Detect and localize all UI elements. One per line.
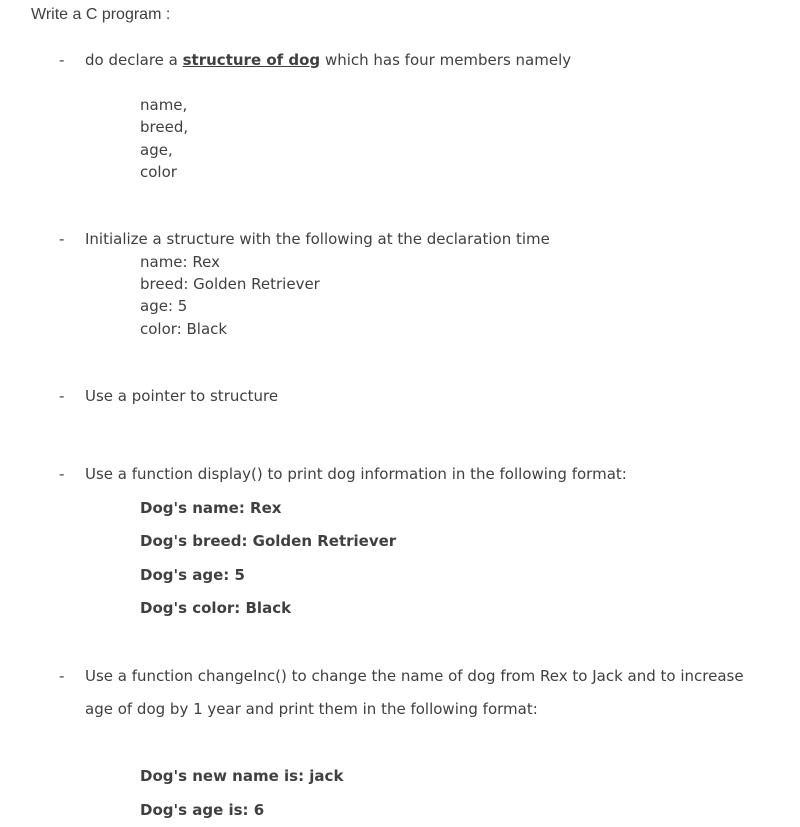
- output-line: Dog's color: Black: [140, 599, 292, 617]
- task2-text: Initialize a structure with the following at the declaration time: [85, 230, 550, 248]
- bullet-dash: -: [59, 387, 65, 405]
- init-value: age: 5: [140, 297, 188, 315]
- task5-text-line2: age of dog by 1 year and print them in the following format:: [85, 700, 538, 718]
- page-title: Write a C program :: [31, 6, 171, 23]
- output-line: Dog's name: Rex: [140, 499, 282, 517]
- bullet-dash: -: [59, 230, 65, 248]
- task1-suffix: which has four members namely: [320, 51, 572, 69]
- member-item: age,: [140, 141, 173, 159]
- output-line: Dog's age is: 6: [140, 801, 265, 819]
- member-item: breed,: [140, 118, 189, 136]
- task1-text: [85, 50, 571, 70]
- task1-prefix: do declare a: [85, 51, 183, 69]
- member-item: color: [140, 163, 177, 181]
- member-item: name,: [140, 96, 188, 114]
- output-line: Dog's age: 5: [140, 566, 245, 584]
- task4-text: Use a function display() to print dog information in the following format:: [85, 465, 627, 483]
- bullet-dash: -: [59, 51, 65, 69]
- init-value: name: Rex: [140, 253, 220, 271]
- output-line: Dog's breed: Golden Retriever: [140, 532, 397, 550]
- bullet-dash: -: [59, 667, 65, 685]
- init-value: color: Black: [140, 320, 228, 338]
- output-line: Dog's new name is: jack: [140, 767, 344, 785]
- task5-text-line1: Use a function changeInc() to change the name of dog from Rex to Jack and to increase: [85, 667, 744, 685]
- task1-highlight: structure of dog: [182, 51, 321, 69]
- task3-text: Use a pointer to structure: [85, 387, 279, 405]
- bullet-dash: -: [59, 465, 65, 483]
- init-value: breed: Golden Retriever: [140, 275, 320, 293]
